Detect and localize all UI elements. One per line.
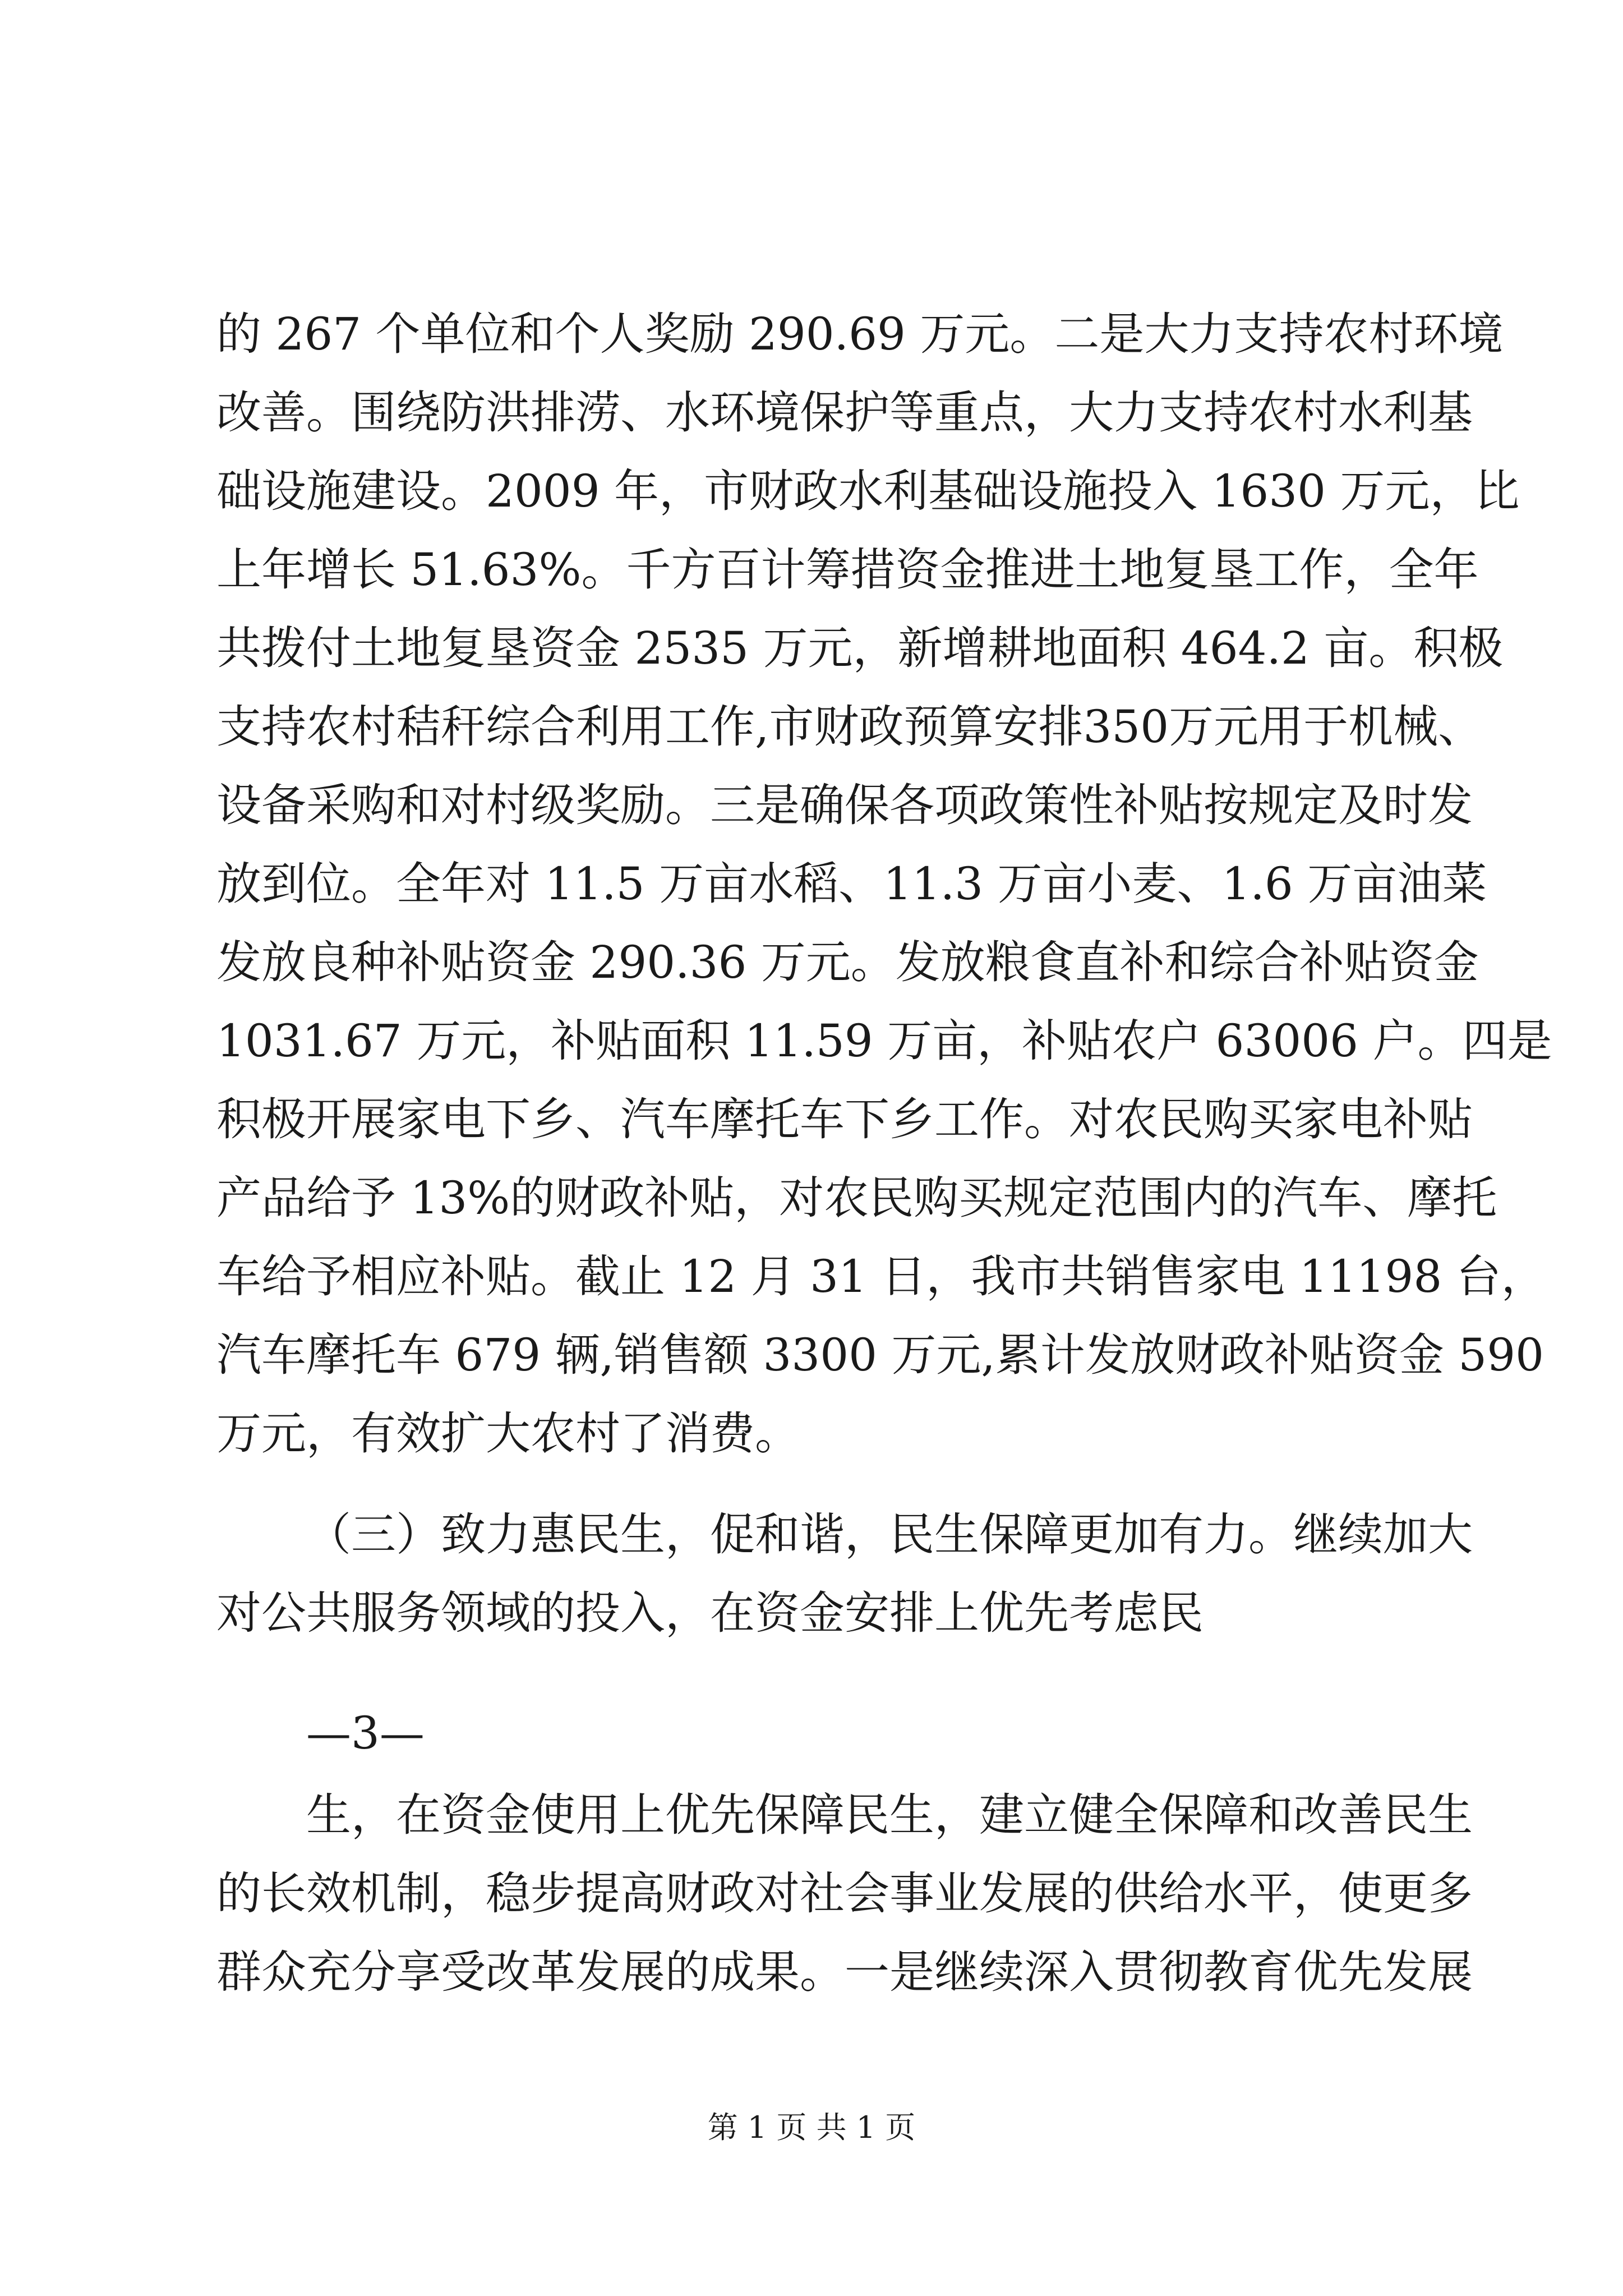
body-line-10: 1031.67 万元，补贴面积 11.59 万亩，补贴农户 63006 户。四是: [216, 1015, 1552, 1067]
body-line-13: 车给予相应补贴。截止 12 月 31 日，我市共销售家电 11198 台，: [216, 1250, 1546, 1303]
body-line-1: 的 267 个单位和个人奖励 290.69 万元。二是大力支持农村环境: [216, 308, 1504, 360]
body-line-2: 改善。围绕防洪排涝、水环境保护等重点，大力支持农村水利基: [216, 386, 1473, 439]
body-line-7: 设备采购和对村级奖励。三是确保各项政策性补贴按规定及时发: [216, 779, 1473, 831]
body-line-19: 的长效机制，稳步提高财政对社会事业发展的供给水平，使更多: [216, 1867, 1473, 1920]
body-line-15: 万元，有效扩大农村了消费。: [216, 1407, 800, 1460]
body-line-8: 放到位。全年对 11.5 万亩水稻、11.3 万亩小麦、1.6 万亩油菜: [216, 858, 1487, 910]
page-footer: 第 1 页 共 1 页: [707, 2110, 916, 2145]
body-line-3: 础设施建设。2009 年，市财政水利基础设施投入 1630 万元，比: [216, 465, 1520, 517]
body-line-11: 积极开展家电下乡、汽车摩托车下乡工作。对农民购买家电补贴: [216, 1093, 1473, 1145]
body-line-5: 共拨付土地复垦资金 2535 万元，新增耕地面积 464.2 亩。积极: [216, 622, 1504, 674]
body-line-18: 生，在资金使用上优先保障民生，建立健全保障和改善民生: [306, 1789, 1473, 1841]
body-line-4: 上年增长 51.63%。千方百计筹措资金推进土地复垦工作，全年: [216, 544, 1479, 596]
body-line-17: 对公共服务领域的投入，在资金安排上优先考虑民: [216, 1587, 1204, 1639]
body-line-12: 产品给予 13%的财政补贴，对农民购买规定范围内的汽车、摩托: [216, 1172, 1497, 1224]
section-heading-line: （三）致力惠民生，促和谐，民生保障更加有力。继续加大: [306, 1508, 1473, 1561]
body-line-6: 支持农村秸秆综合利用工作,市财政预算安排350万元用于机械、: [216, 701, 1483, 753]
page-number: —3—: [306, 1707, 425, 1759]
body-line-9: 发放良种补贴资金 290.36 万元。发放粮食直补和综合补贴资金: [216, 936, 1479, 988]
body-line-14: 汽车摩托车 679 辆,销售额 3300 万元,累计发放财政补贴资金 590: [216, 1329, 1544, 1381]
body-line-20: 群众充分享受改革发展的成果。一是继续深入贯彻教育优先发展: [216, 1946, 1473, 1998]
